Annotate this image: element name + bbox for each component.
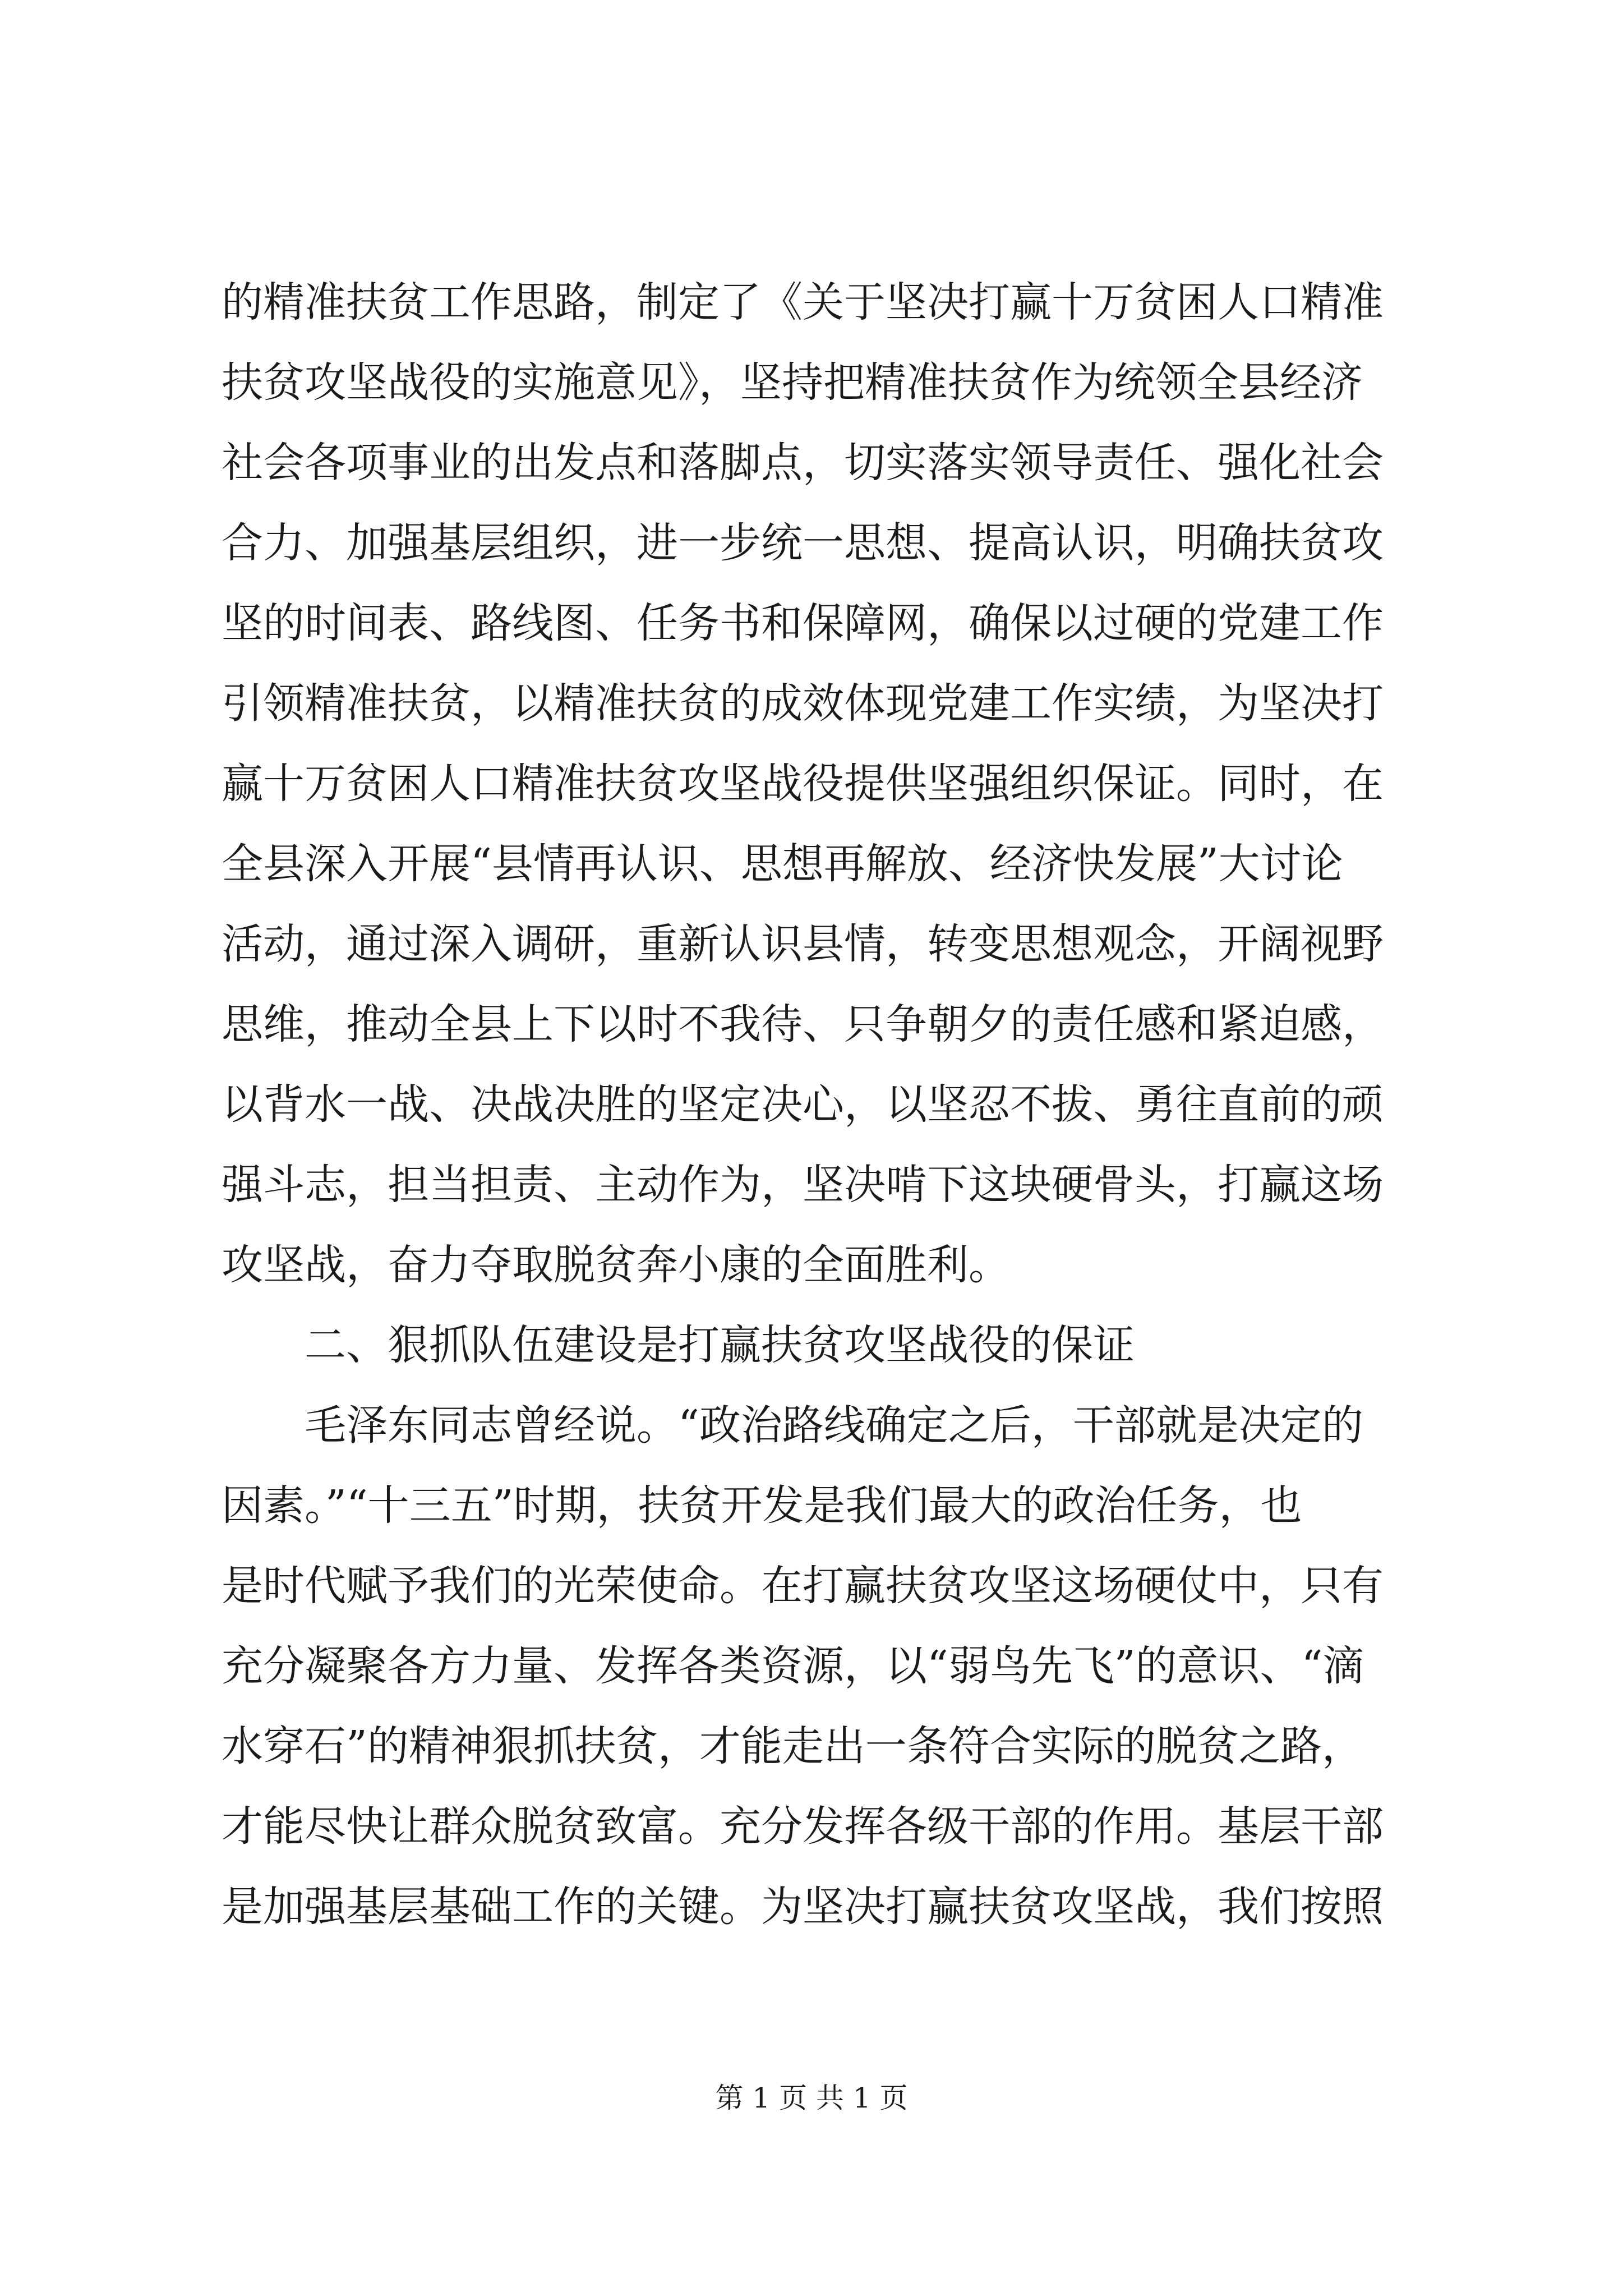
paragraph-line: 全县深入开展“县情再认识、思想再解放、经济快发展”大讨论 — [222, 840, 1343, 888]
paragraph-line: 攻坚战，奋力夺取脱贫奔小康的全面胜利。 — [222, 1241, 1010, 1289]
paragraph-line: 坚的时间表、路线图、任务书和保障网，确保以过硬的党建工作 — [222, 599, 1384, 647]
paragraph-line: 毛泽东同志曾经说。“政治路线确定之后，干部就是决定的 — [305, 1401, 1363, 1450]
paragraph-line: 以背水一战、决战决胜的坚定决心，以坚忍不拔、勇往直前的顽 — [222, 1080, 1384, 1129]
paragraph-line: 活动，通过深入调研，重新认识县情，转变思想观念，开阔视野 — [222, 920, 1384, 968]
paragraph-line: 的精准扶贫工作思路，制定了《关于坚决打赢十万贫困人口精准 — [222, 278, 1384, 326]
paragraph-line: 赢十万贫困人口精准扶贫攻坚战役提供坚强组织保证。同时，在 — [222, 760, 1384, 808]
paragraph-line: 才能尽快让群众脱贫致富。充分发挥各级干部的作用。基层干部 — [222, 1802, 1384, 1851]
paragraph-line: 思维，推动全县上下以时不我待、只争朝夕的责任感和紧迫感， — [222, 1000, 1384, 1048]
paragraph-line: 是时代赋予我们的光荣使命。在打赢扶贫攻坚这场硬仗中，只有 — [222, 1562, 1384, 1610]
document-body — [222, 263, 1416, 1947]
paragraph-line: 扶贫攻坚战役的实施意见》，坚持把精准扶贫作为统领全县经济 — [222, 358, 1363, 407]
paragraph-line: 引领精准扶贫，以精准扶贫的成效体现党建工作实绩，为坚决打 — [222, 679, 1384, 728]
paragraph-line: 合力、加强基层组织，进一步统一思想、提高认识，明确扶贫攻 — [222, 519, 1384, 567]
paragraph-line: 社会各项事业的出发点和落脚点，切实落实领导责任、强化社会 — [222, 439, 1384, 487]
section-heading: 二、狠抓队伍建设是打赢扶贫攻坚战役的保证 — [305, 1321, 1135, 1369]
paragraph-line: 是加强基层基础工作的关键。为坚决打赢扶贫攻坚战，我们按照 — [222, 1883, 1384, 1931]
paragraph-line: 强斗志，担当担责、主动作为，坚决啃下这块硬骨头，打赢这场 — [222, 1161, 1384, 1209]
paragraph-line: 因素。”“十三五”时期，扶贫开发是我们最大的政治任务，也 — [222, 1481, 1302, 1530]
paragraph-line: 水穿石”的精神狠抓扶贫，才能走出一条符合实际的脱贫之路， — [222, 1722, 1363, 1770]
page-number-footer: 第 1 页 共 1 页 — [715, 2082, 908, 2114]
paragraph-line: 充分凝聚各方力量、发挥各类资源，以“弱鸟先飞”的意识、“滴 — [222, 1642, 1364, 1690]
